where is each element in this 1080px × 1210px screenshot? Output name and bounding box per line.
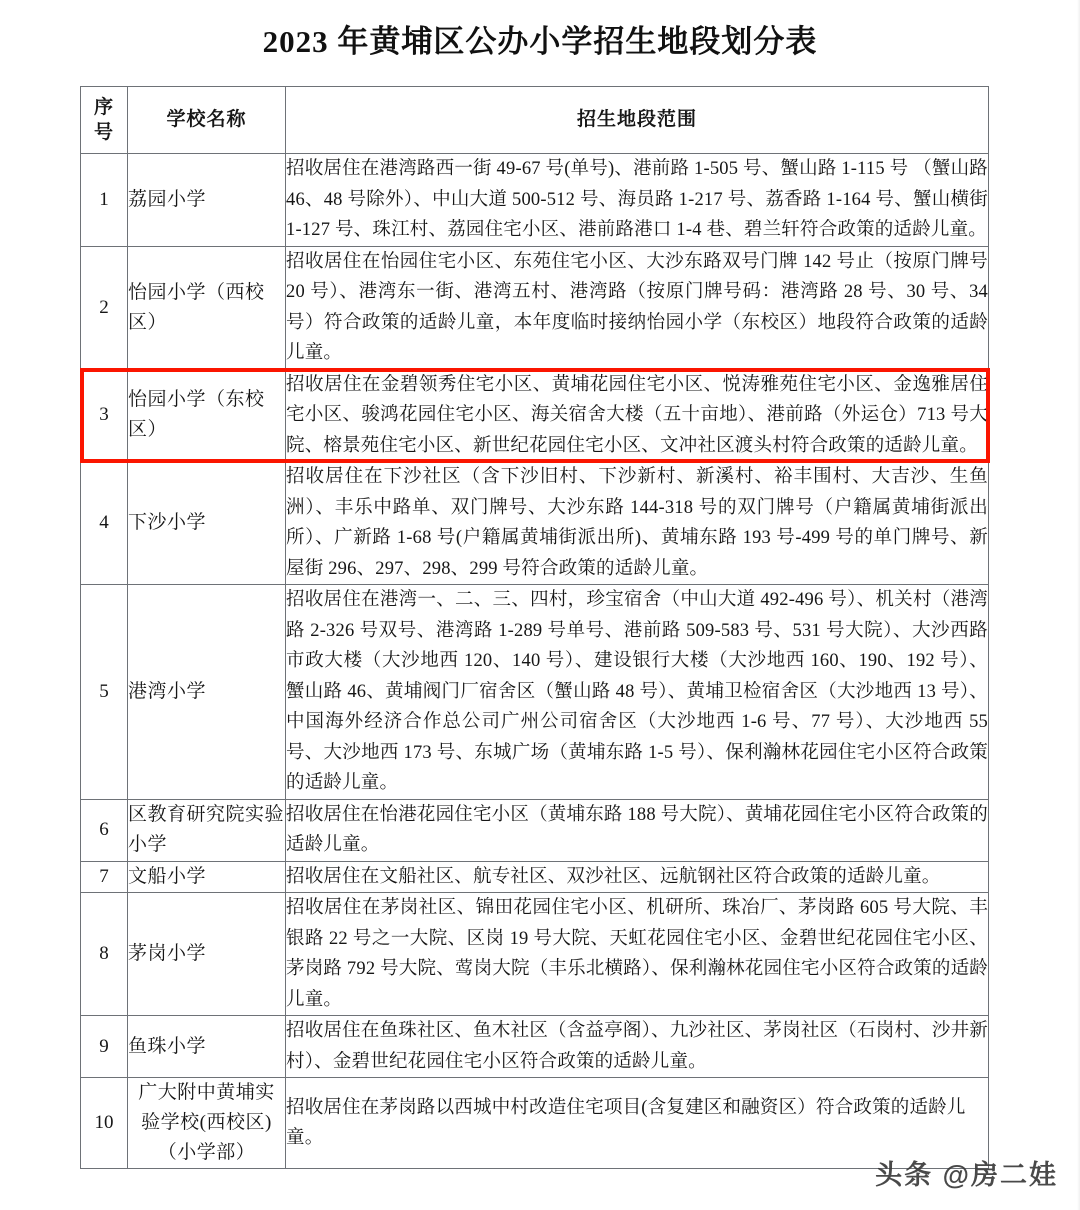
watermark-label: 头条 @房二娃 — [875, 1160, 1058, 1190]
row-range-cell: 招收居住在下沙社区（含下沙旧村、下沙新村、新溪村、裕丰围村、大吉沙、生鱼洲）、丰乐中路单、双门牌号、大沙东路 144-318 号的双门牌号（户籍属黄埔街派出所）、广新路 1-68 号(户籍属黄埔街派出所)、黄埔东路 193 号-499 号的单门牌号、新屋街 296、297、298、299 号符合政策的适龄儿童。 — [286, 462, 989, 585]
row-range-cell: 招收居住在鱼珠社区、鱼木社区（含益亭阁）、九沙社区、茅岗社区（石岗村、沙井新村）、金碧世纪花园住宅小区符合政策的适龄儿童。 — [286, 1016, 989, 1078]
table-row — [81, 861, 989, 893]
table-row — [81, 799, 989, 861]
row-index-cell: 3 — [81, 369, 128, 462]
row-index-cell: 9 — [81, 1016, 128, 1078]
table-row — [81, 1078, 989, 1169]
table-row — [81, 246, 989, 369]
table-row — [81, 154, 989, 247]
row-index-cell: 2 — [81, 246, 128, 369]
table-header-row — [81, 87, 989, 154]
table-row — [81, 1016, 989, 1078]
row-school-cell: 区教育研究院实验小学 — [128, 799, 286, 861]
row-index-cell: 8 — [81, 893, 128, 1016]
row-school-cell: 怡园小学（东校区） — [128, 369, 286, 462]
table-body — [81, 154, 989, 1169]
table-header — [81, 87, 989, 154]
row-index-cell: 5 — [81, 585, 128, 800]
table-row — [81, 893, 989, 1016]
zoning-table-container — [80, 86, 988, 1169]
table-row — [81, 585, 989, 800]
row-range-cell: 招收居住在港湾一、二、三、四村，珍宝宿舍（中山大道 492-496 号）、机关村（港湾路 2-326 号双号、港湾路 1-289 号单号、港前路 509-583 号、531 号大院）、大沙西路市政大楼（大沙地西 120、140 号）、建设银行大楼（大沙地西 160、190、192 号）、蟹山路 46、黄埔阀门厂宿舍区（蟹山路 48 号）、黄埔卫检宿舍区（大沙地西 13 号）、中国海外经济合作总公司广州公司宿舍区（大沙地西 1-6 号、77 号）、大沙地西 55 号、大沙地西 173 号、东城广场（黄埔东路 1-5 号）、保利瀚林花园住宅小区符合政策的适龄儿童。 — [286, 585, 989, 800]
column-header-index: 序号 — [81, 87, 128, 154]
page-title: 2023 年黄埔区公办小学招生地段划分表 — [262, 24, 818, 59]
row-index-cell: 6 — [81, 799, 128, 861]
row-school-cell: 港湾小学 — [128, 585, 286, 800]
row-index-cell: 10 — [81, 1078, 128, 1169]
row-range-cell: 招收居住在金碧领秀住宅小区、黄埔花园住宅小区、悦涛雅苑住宅小区、金逸雅居住宅小区、骏鸿花园住宅小区、海关宿舍大楼（五十亩地）、港前路（外运仓）713 号大院、榕景苑住宅小区、新世纪花园住宅小区、文冲社区渡头村符合政策的适龄儿童。 — [286, 369, 989, 462]
row-school-cell: 下沙小学 — [128, 462, 286, 585]
row-index-cell: 1 — [81, 154, 128, 247]
row-school-cell: 文船小学 — [128, 861, 286, 893]
column-header-school: 学校名称 — [128, 87, 286, 154]
row-range-cell: 招收居住在怡园住宅小区、东苑住宅小区、大沙东路双号门牌 142 号止（按原门牌号 20 号）、港湾东一街、港湾五村、港湾路（按原门牌号码：港湾路 28 号、30 号、34 号）符合政策的适龄儿童，本年度临时接纳怡园小学（东校区）地段符合政策的适龄儿童。 — [286, 246, 989, 369]
row-school-cell: 广大附中黄埔实验学校(西校区)（小学部） — [128, 1078, 286, 1169]
row-index-cell: 4 — [81, 462, 128, 585]
row-school-cell: 怡园小学（西校区） — [128, 246, 286, 369]
table-row-highlighted — [81, 369, 989, 462]
column-header-range: 招生地段范围 — [286, 87, 989, 154]
row-range-cell: 招收居住在文船社区、航专社区、双沙社区、远航钢社区符合政策的适龄儿童。 — [286, 861, 989, 893]
table-row — [81, 462, 989, 585]
school-zoning-table — [80, 86, 989, 1169]
row-range-cell: 招收居住在茅岗路以西城中村改造住宅项目(含复建区和融资区）符合政策的适龄儿童。 — [286, 1078, 989, 1169]
row-index-cell: 7 — [81, 861, 128, 893]
row-school-cell: 荔园小学 — [128, 154, 286, 247]
row-range-cell: 招收居住在怡港花园住宅小区（黄埔东路 188 号大院）、黄埔花园住宅小区符合政策的适龄儿童。 — [286, 799, 989, 861]
row-school-cell: 茅岗小学 — [128, 893, 286, 1016]
row-school-cell: 鱼珠小学 — [128, 1016, 286, 1078]
row-range-cell: 招收居住在茅岗社区、锦田花园住宅小区、机研所、珠冶厂、茅岗路 605 号大院、丰银路 22 号之一大院、区岗 19 号大院、天虹花园住宅小区、金碧世纪花园住宅小区、茅岗路 792 号大院、莺岗大院（丰乐北横路）、保利瀚林花园住宅小区符合政策的适龄儿童。 — [286, 893, 989, 1016]
row-range-cell: 招收居住在港湾路西一街 49-67 号(单号)、港前路 1-505 号、蟹山路 1-115 号 （蟹山路 46、48 号除外）、中山大道 500-512 号、海员路 1-217 号、荔香路 1-164 号、蟹山横街 1-127 号、珠江村、荔园住宅小区、港前路港口 1-4 巷、碧兰轩符合政策的适龄儿童。 — [286, 154, 989, 247]
